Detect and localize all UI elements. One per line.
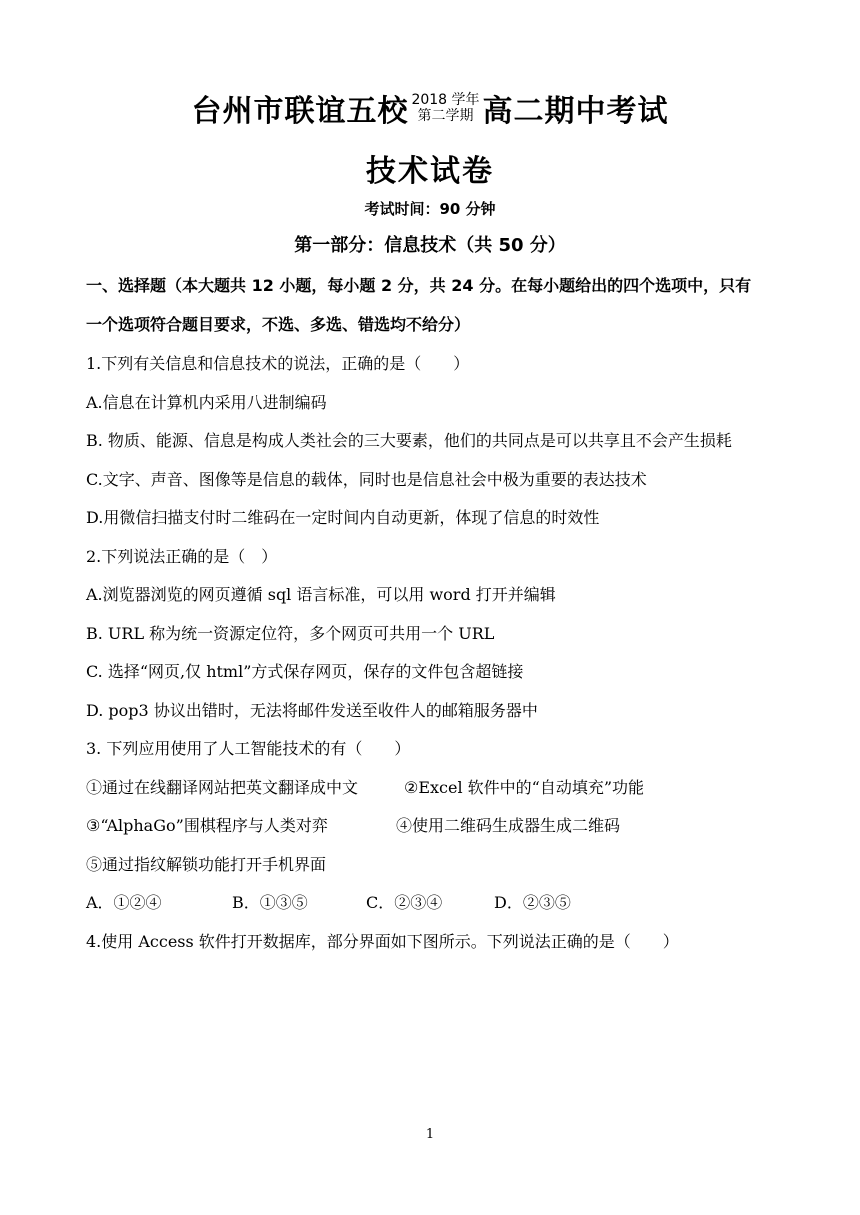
- q2-option-b: B. URL 称为统一资源定位符，多个网页可共用一个 URL: [86, 624, 495, 643]
- part-heading: 第一部分：信息技术（共 50 分）: [294, 235, 566, 256]
- q2-option-a: A.浏览器浏览的网页遵循 sql 语言标准，可以用 word 打开并编辑: [86, 585, 556, 604]
- q3-items-row-1: [86, 775, 644, 798]
- exam-time: 考试时间：90 分钟: [364, 200, 496, 218]
- q3-option-a: A．①②④: [86, 893, 162, 912]
- q2-option-d: D. pop3 协议出错时，无法将邮件发送至收件人的邮箱服务器中: [86, 701, 538, 720]
- q3-item-2: ②Excel 软件中的“自动填充”功能: [404, 778, 645, 797]
- exam-title: [0, 86, 860, 130]
- q3-option-c: C．②③④: [366, 893, 443, 912]
- title-school: 台州市联谊五校: [191, 94, 409, 129]
- q3-stem: 3. 下列应用使用了人工智能技术的有（ ）: [86, 739, 411, 758]
- title-year: 2018 学年: [411, 92, 480, 108]
- section-instruction-line-1: 一、选择题（本大题共 12 小题，每小题 2 分，共 24 分。在每小题给出的四个选项中，只有: [86, 276, 752, 295]
- q2-option-c: C. 选择“网页,仅 html”方式保存网页，保存的文件包含超链接: [86, 662, 524, 681]
- title-term-stack: [411, 92, 479, 124]
- q3-items-row-2: [86, 813, 620, 836]
- q3-item-5: ⑤通过指纹解锁功能打开手机界面: [86, 855, 327, 874]
- title-exam: 高二期中考试: [482, 94, 669, 129]
- q2-stem: 2.下列说法正确的是（ ）: [86, 547, 278, 566]
- q3-item-3: ③“AlphaGo”围棋程序与人类对弈: [86, 816, 328, 835]
- q1-option-d: D.用微信扫描支付时二维码在一定时间内自动更新，体现了信息的时效性: [86, 508, 600, 527]
- q3-option-b: B．①③⑤: [232, 893, 308, 912]
- q1-option-c: C.文字、声音、图像等是信息的载体，同时也是信息社会中极为重要的表达技术: [86, 470, 647, 489]
- q1-stem: 1.下列有关信息和信息技术的说法，正确的是（ ）: [86, 354, 470, 373]
- title-term: 第二学期: [417, 108, 474, 124]
- q4-stem: 4.使用 Access 软件打开数据库，部分界面如下图所示。下列说法正确的是（ ）: [86, 932, 679, 951]
- q3-item-1: ①通过在线翻译网站把英文翻译成中文: [86, 778, 359, 797]
- exam-subtitle: 技术试卷: [366, 154, 494, 189]
- q1-option-b: B. 物质、能源、信息是构成人类社会的三大要素，他们的共同点是可以共享且不会产生损耗: [86, 431, 732, 450]
- q3-item-4: ④使用二维码生成器生成二维码: [396, 816, 621, 835]
- q1-option-a: A.信息在计算机内采用八进制编码: [86, 393, 327, 412]
- q3-options-row: [86, 890, 571, 913]
- page-number: 1: [425, 1127, 435, 1142]
- section-instruction-line-2: 一个选项符合题目要求，不选、多选、错选均不给分）: [86, 315, 471, 334]
- q3-option-d: D．②③⑤: [494, 893, 571, 912]
